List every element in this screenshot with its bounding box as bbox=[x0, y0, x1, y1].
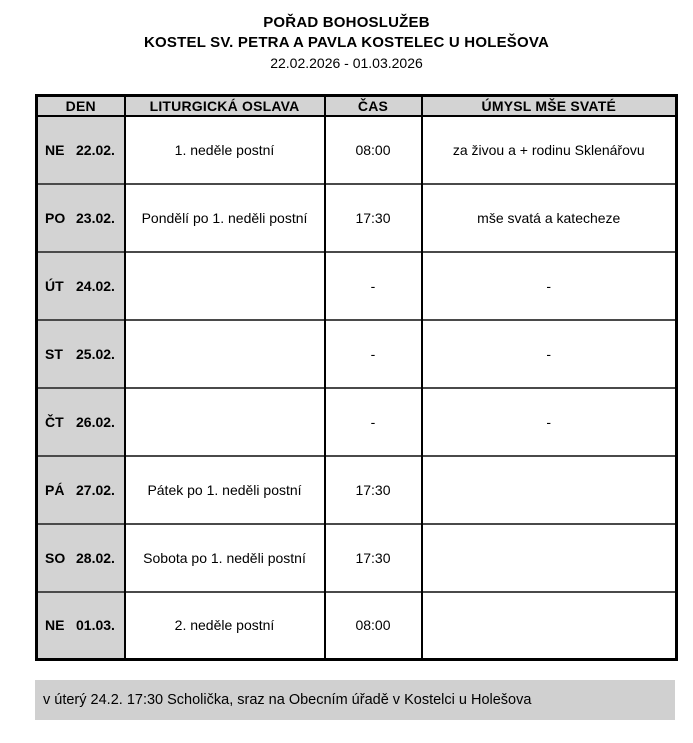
day-cell bbox=[37, 592, 125, 660]
day-date: 27.02. bbox=[76, 481, 115, 498]
day-date: 23.02. bbox=[76, 209, 115, 226]
day-cell bbox=[37, 184, 125, 252]
intention-cell bbox=[422, 524, 677, 592]
day-abbr: ČT bbox=[45, 413, 64, 430]
day-cell bbox=[37, 320, 125, 388]
day-abbr: PÁ bbox=[45, 481, 65, 498]
time-cell: 17:30 bbox=[325, 456, 422, 524]
celebration-cell bbox=[125, 388, 325, 456]
column-header-celebration: LITURGICKÁ OSLAVA bbox=[125, 96, 325, 116]
table-header-row bbox=[37, 96, 677, 116]
day-cell bbox=[37, 456, 125, 524]
day-date: 25.02. bbox=[76, 345, 115, 362]
day-date: 22.02. bbox=[76, 141, 115, 158]
table-row bbox=[37, 116, 677, 184]
time-cell: 17:30 bbox=[325, 524, 422, 592]
day-date: 26.02. bbox=[76, 413, 115, 430]
note-text: v úterý 24.2. 17:30 Scholička, sraz na Obecním úřadě v Kostelci u Holešova bbox=[43, 692, 532, 708]
schedule-table bbox=[35, 94, 678, 661]
time-cell: 08:00 bbox=[325, 592, 422, 660]
day-abbr: PO bbox=[45, 209, 66, 226]
table-row bbox=[37, 388, 677, 456]
time-cell: 08:00 bbox=[325, 116, 422, 184]
table-row bbox=[37, 456, 677, 524]
day-cell bbox=[37, 388, 125, 456]
day-date: 24.02. bbox=[76, 277, 115, 294]
intention-cell: - bbox=[422, 388, 677, 456]
day-abbr: SO bbox=[45, 549, 66, 566]
column-header-day: DEN bbox=[37, 96, 125, 116]
intention-cell: mše svatá a katecheze bbox=[422, 184, 677, 252]
intention-cell: - bbox=[422, 252, 677, 320]
column-header-time: ČAS bbox=[325, 96, 422, 116]
time-cell: 17:30 bbox=[325, 184, 422, 252]
celebration-cell: Pondělí po 1. neděli postní bbox=[125, 184, 325, 252]
page-title: POŘAD BOHOSLUŽEB bbox=[263, 14, 430, 31]
day-date: 28.02. bbox=[76, 549, 115, 566]
day-cell bbox=[37, 116, 125, 184]
document-header bbox=[0, 0, 693, 74]
table-row bbox=[37, 184, 677, 252]
celebration-cell: 1. neděle postní bbox=[125, 116, 325, 184]
time-cell: - bbox=[325, 388, 422, 456]
intention-cell: - bbox=[422, 320, 677, 388]
time-cell: - bbox=[325, 252, 422, 320]
day-abbr: NE bbox=[45, 141, 65, 158]
intention-cell: za živou a + rodinu Sklenářovu bbox=[422, 116, 677, 184]
celebration-cell: Sobota po 1. neděli postní bbox=[125, 524, 325, 592]
celebration-cell: 2. neděle postní bbox=[125, 592, 325, 660]
intention-cell bbox=[422, 456, 677, 524]
page-subtitle: KOSTEL SV. PETRA A PAVLA KOSTELEC U HOLEŠOVA bbox=[144, 34, 549, 51]
time-cell: - bbox=[325, 320, 422, 388]
day-abbr: NE bbox=[45, 617, 65, 634]
column-header-intention: ÚMYSL MŠE SVATÉ bbox=[422, 96, 677, 116]
table-row bbox=[37, 524, 677, 592]
table-row bbox=[37, 592, 677, 660]
day-cell bbox=[37, 252, 125, 320]
day-abbr: ST bbox=[45, 345, 63, 362]
day-abbr: ÚT bbox=[45, 277, 64, 294]
celebration-cell bbox=[125, 252, 325, 320]
note-bar bbox=[35, 680, 675, 720]
intention-cell bbox=[422, 592, 677, 660]
date-range: 22.02.2026 - 01.03.2026 bbox=[270, 55, 423, 71]
day-date: 01.03. bbox=[76, 617, 115, 634]
day-cell bbox=[37, 524, 125, 592]
schedule-body bbox=[37, 116, 677, 660]
celebration-cell: Pátek po 1. neděli postní bbox=[125, 456, 325, 524]
table-row bbox=[37, 320, 677, 388]
celebration-cell bbox=[125, 320, 325, 388]
table-row bbox=[37, 252, 677, 320]
